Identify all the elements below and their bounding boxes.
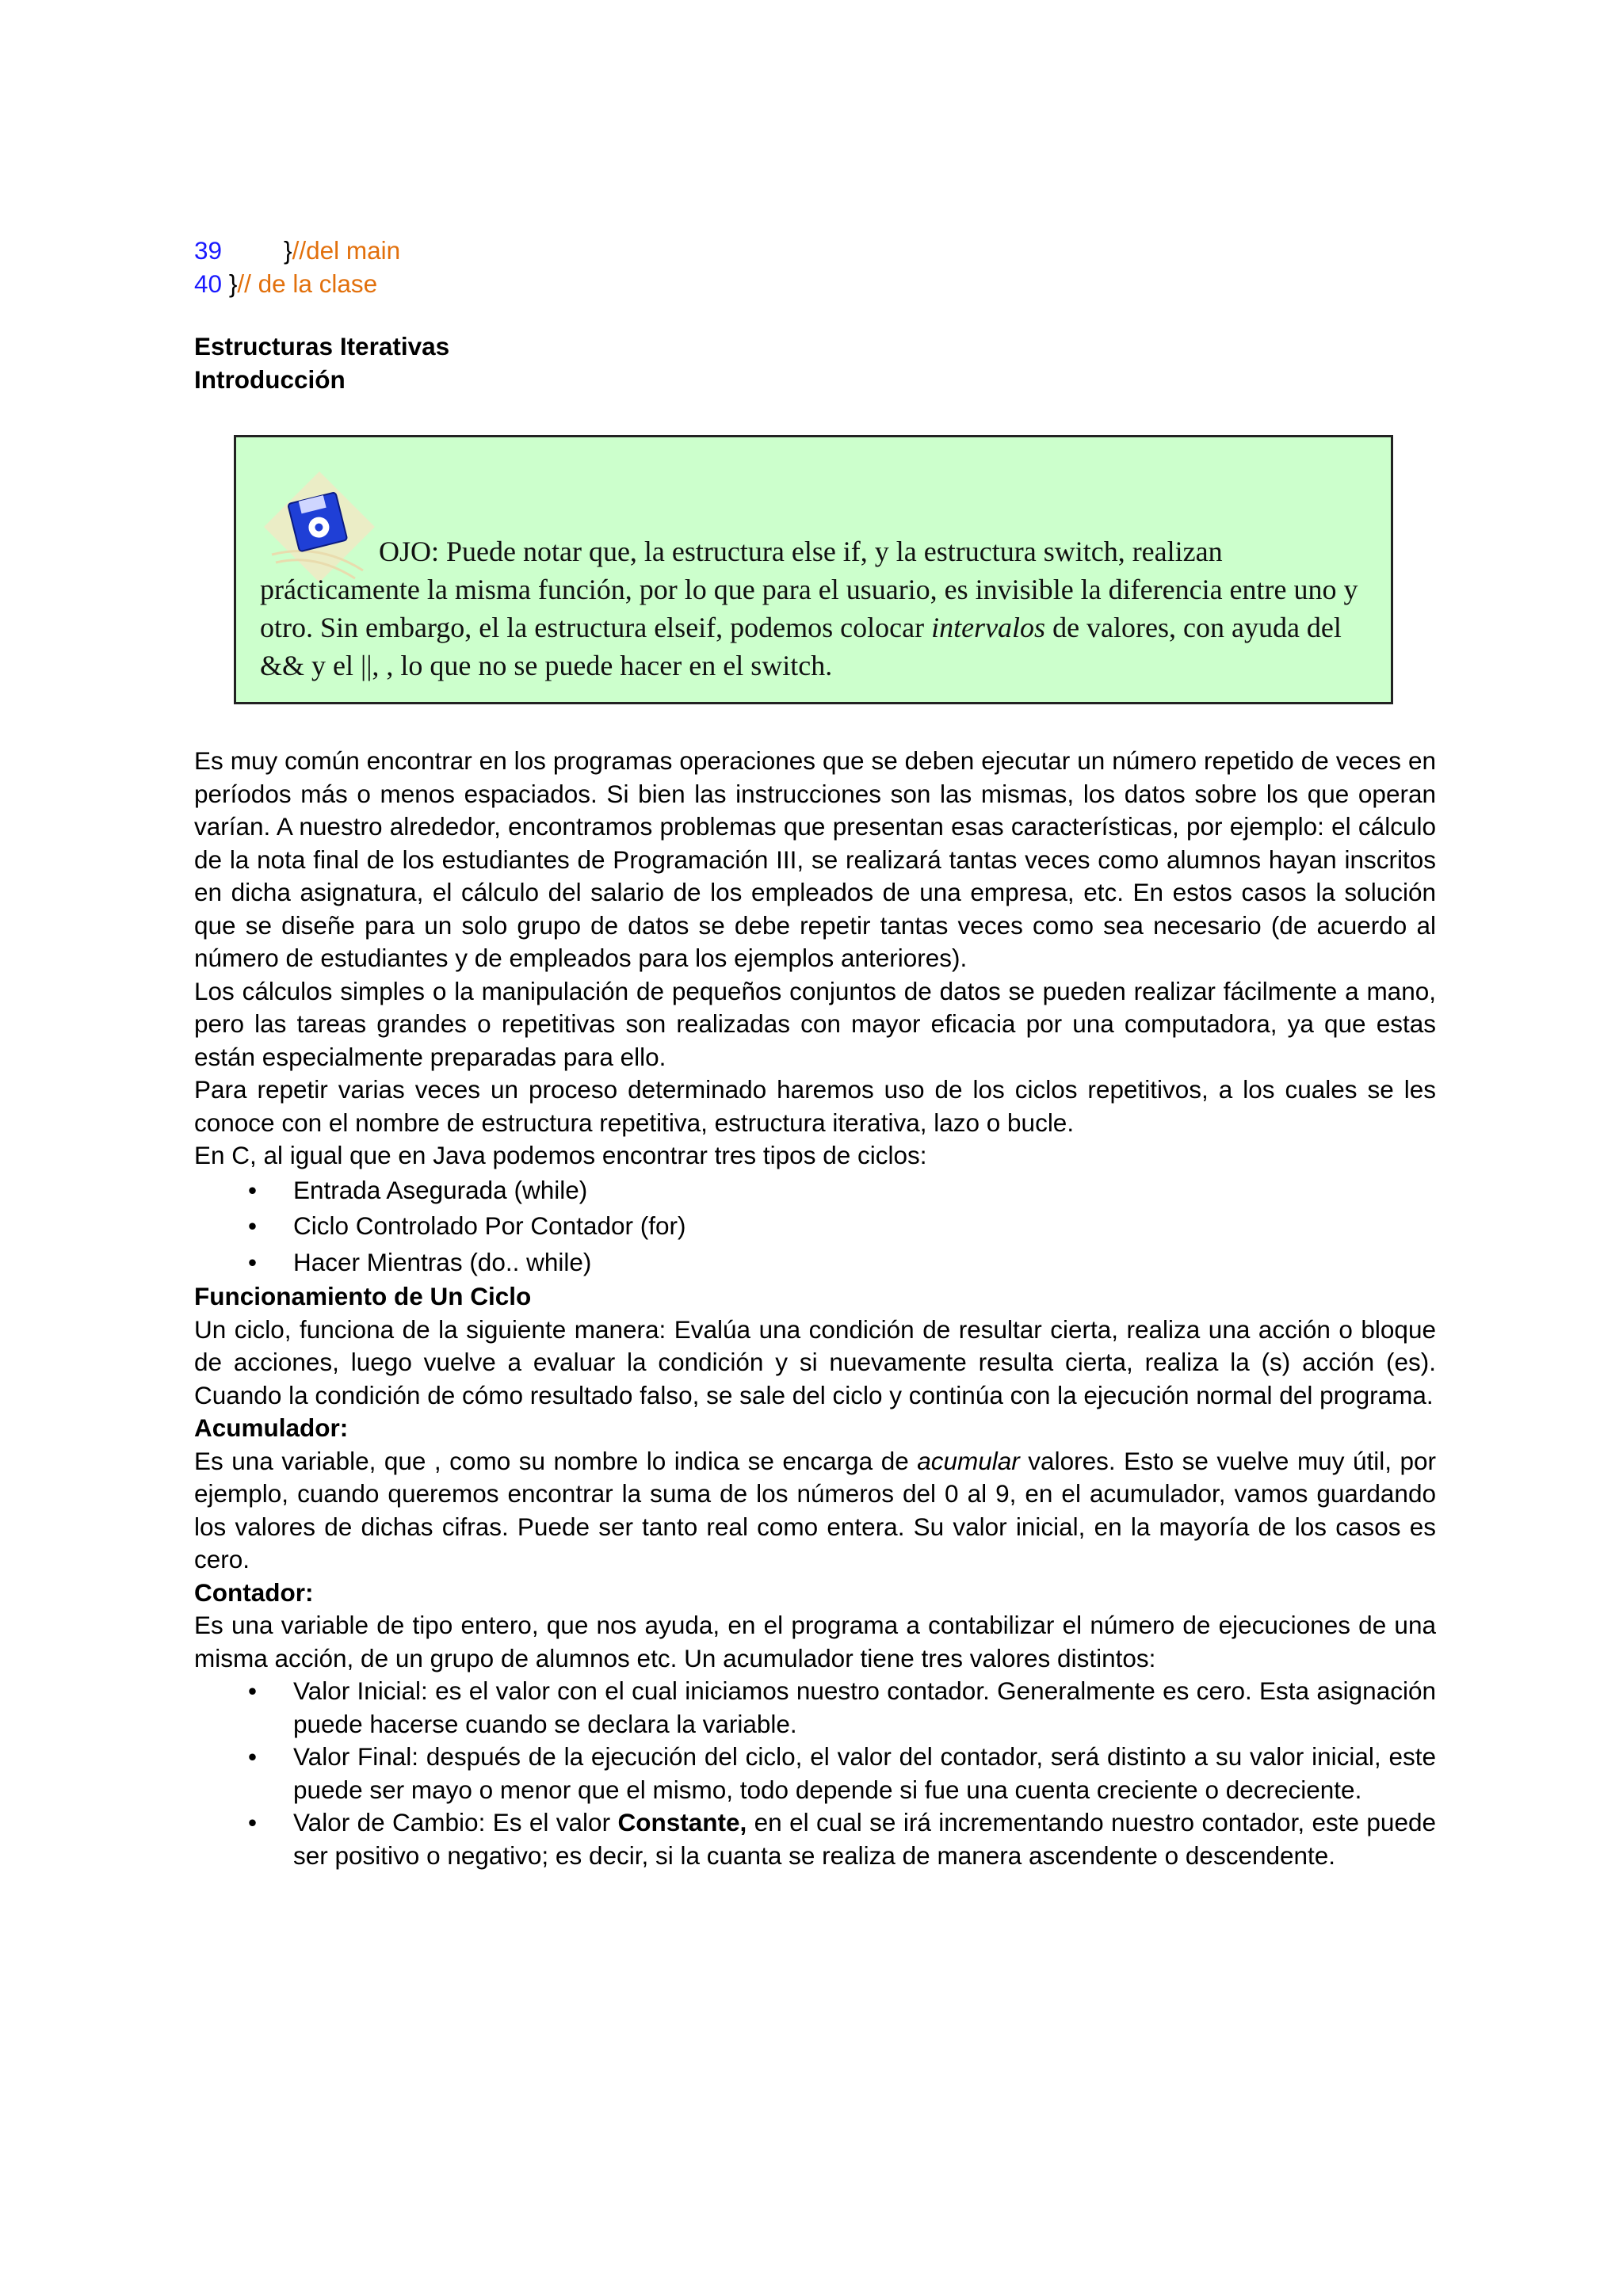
code-snippet (194, 235, 400, 300)
list-item: • Hacer Mientras (do.. while) (248, 1247, 592, 1276)
code-line (194, 235, 400, 268)
section-heading (194, 330, 449, 396)
line-number: 39 (194, 236, 223, 265)
emphasis-word: acumular (917, 1446, 1020, 1475)
list-item: • Entrada Asegurada (while) (248, 1175, 588, 1204)
list-item: • Valor de Cambio: Es el valor Constante, en el cual se irá incrementando nuestro contador, este puede ser positivo o negativo; es decir, si la cuanta se realiza de manera ascendente o descendente. (248, 1808, 1437, 1870)
subheading: Funcionamiento de Un Ciclo (194, 1282, 532, 1310)
paragraph: Es una variable de tipo entero, que nos ayuda, en el programa a contabilizar el número de ejecuciones de una misma acción, de un grupo de alumnos etc. Un acumulador tiene tres valores distintos: (194, 1611, 1436, 1672)
counter-values-list (194, 1675, 1436, 1872)
list-item: • Ciclo Controlado Por Contador (for) (248, 1211, 686, 1240)
section-title: Estructuras Iterativas (194, 332, 450, 360)
paragraph: Los cálculos simples o la manipulación de pequeños conjuntos de datos se pueden realizar fácilmente a mano, pero las tareas grandes o repetitivas son realizadas con mayor eficacia por una computadora, ya que estas están especialmente preparadas para ello. (194, 976, 1436, 1071)
body-text (194, 745, 1436, 1872)
note-emphasis: intervalos (931, 612, 1046, 643)
subheading: Acumulador: (194, 1413, 349, 1442)
code-brace: } (284, 236, 292, 265)
line-number: 40 (194, 269, 223, 298)
note-box (234, 435, 1393, 704)
list-item: • Valor Final: después de la ejecución del ciclo, el valor del contador, será distinto a su valor inicial, este puede ser mayo o menor que el mismo, todo depende si fue una cuenta creciente o decreciente. (248, 1742, 1436, 1804)
list-item: • Valor Inicial: es el valor con el cual iniciamos nuestro contador. Generalmente es cero. Esta asignación puede hacerse cuando se declara la variable. (248, 1676, 1436, 1738)
code-comment: // de la clase (237, 269, 378, 298)
note-text: OJO: Puede notar que, la estructura else if, y la estructura switch, realizan prácticamente la misma función, por lo que para el usuario, es invisible la diferencia entre uno y otro. Sin embargo, el la estructura elseif, podemos colocar intervalos de valores, con ayuda del && y el ||, , lo que no se puede hacer en el switch. (260, 536, 1358, 681)
paragraph: Para repetir varias veces un proceso determinado haremos uso de los ciclos repetitivos, a los cuales se les conoce con el nombre de estructura repetitiva, estructura iterativa, lazo o bucle. (194, 1075, 1436, 1137)
subheading: Contador: (194, 1577, 314, 1607)
paragraph: Un ciclo, funciona de la siguiente manera: Evalúa una condición de resultar cierta, realiza una acción o bloque de acciones, luego vuelve a evaluar la condición y si nuevamente resulta cierta, realiza la (s) acción (es). Cuando la condición de cómo resultado falso, se sale del ciclo y continúa con la ejecución normal del programa. (194, 1314, 1436, 1409)
loop-types-list (194, 1173, 1436, 1281)
code-comment: //del main (292, 236, 401, 265)
code-brace: } (228, 269, 238, 298)
bold-word: Constante, (617, 1808, 747, 1836)
paragraph: En C, al igual que en Java podemos encontrar tres tipos de ciclos: (194, 1141, 927, 1169)
code-line (194, 268, 400, 301)
paragraph: Es una variable, que , como su nombre lo indica se encarga de acumular valores. Esto se vuelve muy útil, por ejemplo, cuando queremos encontrar la suma de los números del 0 al 9, en el acumulador, vamos guardando los valores de dichas cifras. Puede ser tanto real como entera. Su valor inicial, en la mayoría de los casos es cero. (194, 1446, 1436, 1573)
paragraph: Es muy común encontrar en los programas operaciones que se deben ejecutar un número repetido de veces en períodos más o menos espaciados. Si bien las instrucciones son las mismas, los datos sobre los que operan varían. A nuestro alrededor, encontramos problemas que presentan esas características, por ejemplo: el cálculo de la nota final de los estudiantes de Programación III, se realizará tantas veces como alumnos hayan inscritos en dicha asignatura, el cálculo del salario de los empleados de una empresa, etc. En estos casos la solución que se diseñe para un solo grupo de datos se debe repetir tantas veces como sea necesario (de acuerdo al número de estudiantes y de empleados para los ejemplos anteriores). (194, 746, 1436, 972)
subsection-title: Introducción (194, 364, 346, 394)
